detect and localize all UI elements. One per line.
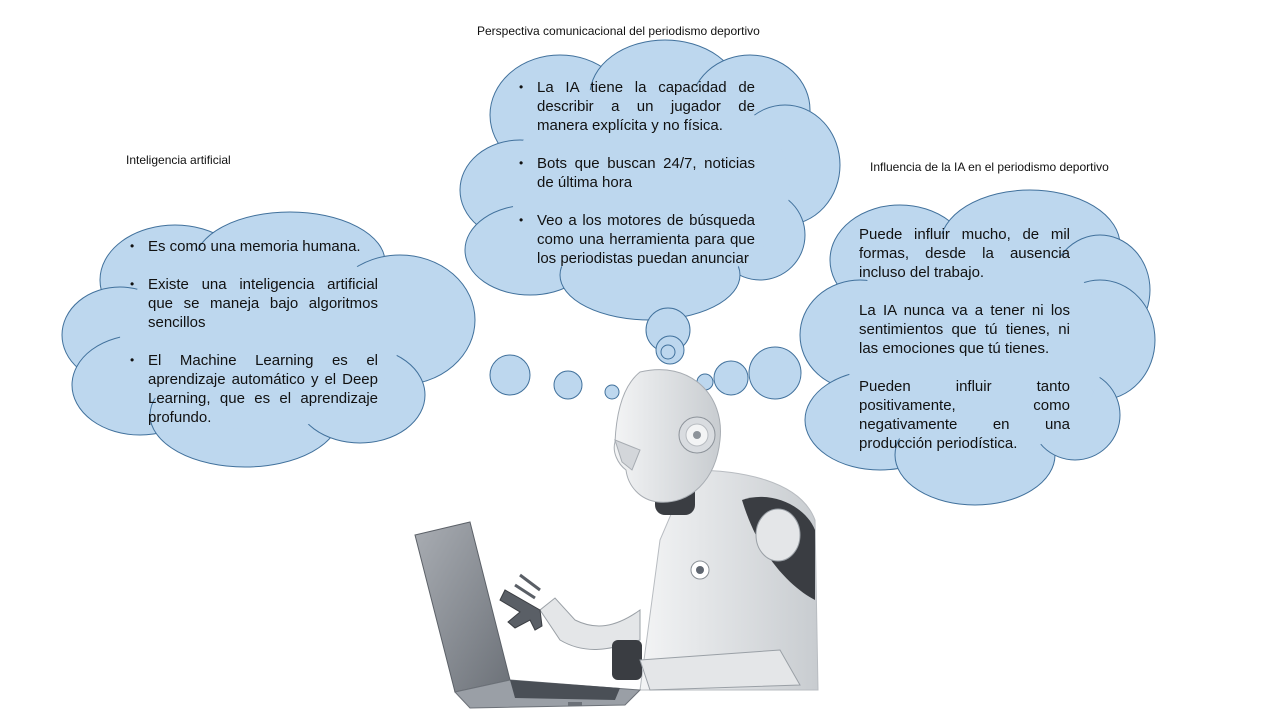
list-item: • El Machine Learning es el aprendizaje automático y el Deep Learning, que es el aprendizaje profundo. xyxy=(148,351,378,427)
right-cloud-paragraph: Pueden influir tanto positivamente, como negativamente en una producción periodística. xyxy=(859,378,1070,452)
heading-top: Perspectiva comunicacional del periodismo deportivo xyxy=(477,24,760,38)
center-cloud-list xyxy=(519,78,755,268)
right-cloud-text xyxy=(859,225,1070,472)
center-cloud-text xyxy=(519,78,755,287)
list-item: • Es como una memoria humana. xyxy=(148,237,378,256)
list-item: • Bots que buscan 24/7, noticias de última hora xyxy=(537,154,755,192)
robot-with-laptop xyxy=(415,370,818,708)
right-cloud-paragraph: La IA nunca va a tener ni los sentimientos que tú tienes, ni las emociones que tú tienes. xyxy=(859,302,1070,357)
list-item: • Existe una inteligencia artificial que se maneja bajo algoritmos sencillos xyxy=(148,275,378,332)
list-item: • La IA tiene la capacidad de describir a un jugador de manera explícita y no física. xyxy=(537,78,755,135)
left-cloud-list xyxy=(130,237,378,427)
left-cloud-text xyxy=(130,237,378,446)
heading-right: Influencia de la IA en el periodismo deportivo xyxy=(870,160,1109,174)
list-item: • Veo a los motores de búsqueda como una herramienta para que los periodistas puedan anunciar xyxy=(537,211,755,268)
heading-left: Inteligencia artificial xyxy=(126,153,231,167)
right-cloud-paragraph: Puede influir mucho, de mil formas, desde la ausencia incluso del trabajo. xyxy=(859,226,1070,281)
